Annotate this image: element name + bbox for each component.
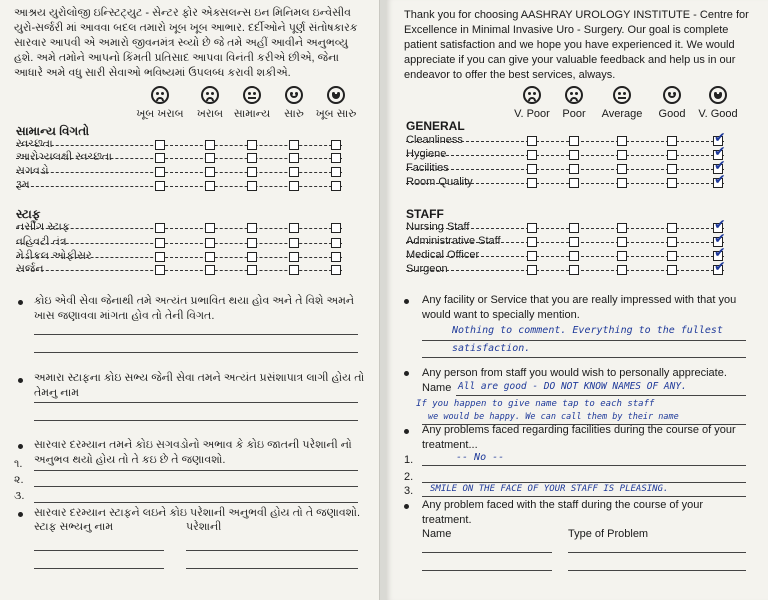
rating-label: Poor (562, 108, 586, 120)
general-section-title: GENERAL (406, 119, 465, 133)
bullet (404, 429, 409, 434)
rating-checkbox[interactable] (527, 178, 537, 188)
answer-line[interactable] (422, 465, 746, 466)
answer-line[interactable] (456, 395, 746, 396)
sad-face-icon (201, 86, 219, 104)
very-happy-face-icon (709, 86, 727, 104)
rating-checkbox[interactable] (155, 153, 165, 163)
rating-checkbox[interactable] (527, 150, 537, 160)
checkmark: ✔ (714, 130, 726, 146)
row-label: Surgeon (406, 263, 448, 275)
rating-label: V. Good (698, 108, 738, 120)
rating-checkbox[interactable] (247, 181, 257, 191)
rating-checkbox[interactable] (289, 238, 299, 248)
rating-checkbox[interactable] (331, 181, 341, 191)
rating-checkbox[interactable] (289, 223, 299, 233)
answer-line[interactable] (186, 568, 358, 569)
name-label: Name (422, 382, 452, 394)
rating-checkbox[interactable] (247, 153, 257, 163)
list-number: 1. (404, 454, 414, 466)
staff-section-title: સ્ટાફ (16, 207, 41, 221)
rating-checkbox[interactable] (289, 140, 299, 150)
rating-checkbox[interactable] (289, 153, 299, 163)
intro-text-english: Thank you for choosing AASHRAY UROLOGY INSTITUTE - Centre for Excellence in Minimal Invasive Uro - Surgery. Our goal is complete patient satisfaction and we hope you have experienced it. We would appreciate if you can give your valuable feedback and help us in our endeavor to offer the best services, always. (404, 9, 749, 81)
rating-checkbox[interactable] (331, 140, 341, 150)
checkmark: ✔ (714, 172, 726, 188)
rating-checkbox[interactable] (569, 150, 579, 160)
rating-checkbox[interactable] (527, 237, 537, 247)
rating-label: ખૂબ સારુ (315, 108, 357, 120)
answer-line[interactable] (34, 352, 358, 353)
answer-line[interactable] (34, 568, 164, 569)
row-label: વહિવટી તંત્ર (16, 236, 67, 248)
rating-checkbox[interactable] (667, 251, 677, 261)
column-staff-name: સ્ટાફ સભ્યનુ નામ (34, 521, 114, 533)
rating-checkbox[interactable] (617, 178, 627, 188)
rating-checkbox[interactable] (155, 140, 165, 150)
rating-checkbox[interactable] (617, 265, 627, 275)
handwritten-answer: All are good - DO NOT KNOW NAMES OF ANY. (458, 381, 687, 392)
bullet (404, 504, 409, 509)
answer-line[interactable] (422, 482, 746, 483)
row-label: Facilities (406, 162, 449, 174)
list-number: 2. (404, 471, 414, 483)
row-label: Administrative Staff (406, 235, 501, 247)
rating-label: સારુ (284, 108, 304, 120)
rating-checkbox[interactable] (205, 140, 215, 150)
question-impressed-service: કોઇ એવી સેવા જેનાથી તમે અત્યંત પ્રભાવિત થયા હોવ અને તે વિશે અમને ખાસ જણાવવા માંગતા હોવ તો તેની વિગત. (34, 295, 355, 322)
rating-checkbox[interactable] (527, 265, 537, 275)
checkmark: ✔ (714, 259, 726, 275)
bullet (404, 299, 409, 304)
right-page-english (386, 0, 768, 600)
rating-checkbox[interactable] (569, 237, 579, 247)
rating-checkbox[interactable] (247, 223, 257, 233)
answer-line[interactable] (422, 570, 552, 571)
rating-checkbox[interactable] (617, 223, 627, 233)
bullet (18, 512, 23, 517)
question-facility-problems: સારવાર દરમ્યાન તમને કોઇ સગવડોનો અભાવ કે કોઇ જાતની પરેશાની નો અનુભવ થયો હોય તો તે કઇ છે તે જણાવશો. (34, 439, 352, 466)
rating-checkbox[interactable] (331, 265, 341, 275)
answer-line[interactable] (422, 496, 746, 497)
answer-line[interactable] (34, 486, 358, 487)
rating-checkbox[interactable] (247, 140, 257, 150)
handwritten-answer: Nothing to comment. Everything to the fullest (452, 325, 723, 336)
bullet (404, 371, 409, 376)
row-label: મેડીકલ ઓફીસર (16, 250, 92, 262)
checkmark: ✔ (714, 217, 726, 233)
rating-checkbox[interactable] (155, 265, 165, 275)
rating-checkbox[interactable] (569, 178, 579, 188)
intro-text-gujarati: આશ્રય યુરોલોજી ઇન્સ્ટિટ્યુટ - સેન્ટર ફોર એક્સલન્સ ઇન મિનિમલ ઇન્વેસીવ યુરો-સર્જરી માં આવવા બદલ તમારો ખૂબ ખૂબ આભાર. દર્દીઓને પૂર્ણ સંતોષકારક સારવાર આપવી એ અમારો જીવનમંત્ર સ્વ્યો છે જે તમે અહીં આવીને અનુભવ્યુ હશે. અમે તમોને આપનો કિંમતી પ્રતિસાદ આપવા વિનંતી કરીએ છીએ, જેના આધારે અમે વધુ સારી સેવાઓ ભવિષ્યમાં ઉપલબ્ધ કરાવી શકીએ. (14, 7, 358, 79)
rating-checkbox[interactable] (331, 153, 341, 163)
handwritten-answer: we would be happy. We can call them by their name (428, 412, 679, 422)
general-section-title: સામાન્ય વિગતો (16, 124, 90, 138)
list-number: ૩. (14, 490, 25, 502)
rating-checkbox[interactable] (667, 164, 677, 174)
row-label: રૂમ (16, 179, 30, 191)
rating-checkbox[interactable] (667, 178, 677, 188)
rating-checkbox[interactable] (289, 181, 299, 191)
rating-checkbox[interactable] (667, 223, 677, 233)
column-name: Name (422, 528, 452, 540)
answer-line[interactable] (186, 550, 358, 551)
very-sad-face-icon (523, 86, 541, 104)
handwritten-answer: -- No -- (456, 452, 505, 463)
happy-face-icon (285, 86, 303, 104)
answer-line[interactable] (34, 334, 358, 335)
row-label: સગવડો (16, 165, 49, 177)
rating-checkbox[interactable] (331, 238, 341, 248)
rating-checkbox[interactable] (205, 265, 215, 275)
row-label: નર્સીંગ સ્ટાફ (16, 221, 70, 233)
rating-checkbox[interactable] (667, 150, 677, 160)
rating-checkbox[interactable] (247, 252, 257, 262)
checkmark: ✔ (714, 245, 726, 261)
rating-checkbox[interactable] (569, 251, 579, 261)
rating-checkbox[interactable] (667, 237, 677, 247)
answer-line[interactable] (34, 550, 164, 551)
rating-checkbox[interactable] (205, 252, 215, 262)
rating-checkbox[interactable] (155, 167, 165, 177)
handwritten-answer: SMILE ON THE FACE OF YOUR STAFF IS PLEASING. (430, 484, 669, 494)
list-number: ૧. (14, 458, 23, 470)
rating-checkbox[interactable] (617, 136, 627, 146)
checkmark: ✔ (714, 231, 726, 247)
rating-checkbox[interactable] (569, 136, 579, 146)
rating-checkbox[interactable] (527, 223, 537, 233)
row-label: સર્જન (16, 263, 44, 275)
rating-checkbox[interactable] (155, 238, 165, 248)
left-page-gujarati (0, 0, 380, 600)
row-label: આરોગ્યલક્ષી સ્વચ્છતા (16, 151, 112, 163)
rating-checkbox[interactable] (569, 265, 579, 275)
question-staff-problems: સારવાર દરમ્યાન સ્ટાફને લઇને કોઇ પરેશાની અનુભવી હોય તો તે જણાવશો. (34, 507, 361, 519)
rating-checkbox[interactable] (155, 252, 165, 262)
answer-line[interactable] (34, 470, 358, 471)
row-label: Hygiene (406, 148, 447, 160)
rating-checkbox[interactable] (289, 265, 299, 275)
rating-checkbox[interactable] (247, 167, 257, 177)
rating-checkbox[interactable] (247, 265, 257, 275)
row-label: Cleanliness (406, 134, 463, 146)
bullet (18, 378, 23, 383)
neutral-face-icon (243, 86, 261, 104)
rating-checkbox[interactable] (155, 181, 165, 191)
answer-line[interactable] (34, 402, 358, 403)
row-label: Medical Officer (406, 249, 480, 261)
column-problem: પરેશાની (186, 521, 222, 533)
answer-line[interactable] (422, 552, 552, 553)
rating-checkbox[interactable] (617, 237, 627, 247)
question-facility-problems: Any problems faced regarding facilities during the course of your treatment... (422, 424, 736, 451)
rating-label: ખરાબ (196, 108, 224, 120)
rating-checkbox[interactable] (569, 223, 579, 233)
question-staff-problems: Any problem faced with the staff during the course of your treatment. (422, 499, 704, 526)
rating-checkbox[interactable] (617, 150, 627, 160)
sad-face-icon (565, 86, 583, 104)
rating-label: ખૂબ ખરાબ (136, 108, 184, 120)
answer-line[interactable] (34, 420, 358, 421)
checkmark: ✔ (714, 144, 726, 160)
handwritten-answer: If you happen to give name tap to each staff (416, 399, 655, 409)
rating-checkbox[interactable] (247, 238, 257, 248)
rating-checkbox[interactable] (205, 223, 215, 233)
rating-label: સામાન્ય (233, 108, 271, 120)
rating-checkbox[interactable] (331, 252, 341, 262)
answer-line[interactable] (422, 340, 746, 341)
rating-checkbox[interactable] (205, 181, 215, 191)
rating-checkbox[interactable] (331, 167, 341, 177)
rating-label: Average (601, 108, 643, 120)
answer-line[interactable] (568, 570, 746, 571)
happy-face-icon (663, 86, 681, 104)
rating-checkbox[interactable] (527, 164, 537, 174)
list-number: ૨. (14, 474, 24, 486)
very-happy-face-icon (327, 86, 345, 104)
bullet (18, 300, 23, 305)
rating-checkbox[interactable] (527, 136, 537, 146)
list-number: 3. (404, 485, 414, 497)
rating-label: V. Poor (514, 108, 550, 120)
checkmark: ✔ (714, 158, 726, 174)
rating-checkbox[interactable] (617, 164, 627, 174)
rating-checkbox[interactable] (155, 223, 165, 233)
rating-checkbox[interactable] (527, 251, 537, 261)
rating-label: Good (658, 108, 686, 120)
question-appreciate-staff: અમારા સ્ટાફના કોઇ સભ્ય જેની સેવા તમને અત્યંત પ્રસંશાપાત્ર લાગી હોય તો તેમનુ નામ (34, 372, 365, 399)
neutral-face-icon (613, 86, 631, 104)
row-label: સ્વચ્છતા (16, 138, 53, 150)
rating-checkbox[interactable] (289, 252, 299, 262)
rating-checkbox[interactable] (569, 164, 579, 174)
very-sad-face-icon (151, 86, 169, 104)
question-impressed-service: Any facility or Service that you are really impressed with that you would want to specially mention. (422, 294, 737, 321)
rating-checkbox[interactable] (205, 167, 215, 177)
question-appreciate-staff: Any person from staff you would wish to personally appreciate. (422, 367, 727, 379)
bullet (18, 444, 23, 449)
rating-checkbox[interactable] (667, 265, 677, 275)
rating-checkbox[interactable] (205, 153, 215, 163)
rating-checkbox[interactable] (205, 238, 215, 248)
rating-checkbox[interactable] (331, 223, 341, 233)
rating-checkbox[interactable] (617, 251, 627, 261)
answer-line[interactable] (568, 552, 746, 553)
answer-line[interactable] (422, 357, 746, 358)
answer-line[interactable] (34, 502, 358, 503)
rating-checkbox[interactable] (667, 136, 677, 146)
column-type-of-problem: Type of Problem (568, 528, 649, 540)
handwritten-answer: satisfaction. (452, 343, 531, 354)
rating-checkbox[interactable] (289, 167, 299, 177)
row-label: Room Quality (406, 176, 473, 188)
staff-section-title: STAFF (406, 207, 444, 221)
row-label: Nursing Staff (406, 221, 470, 233)
